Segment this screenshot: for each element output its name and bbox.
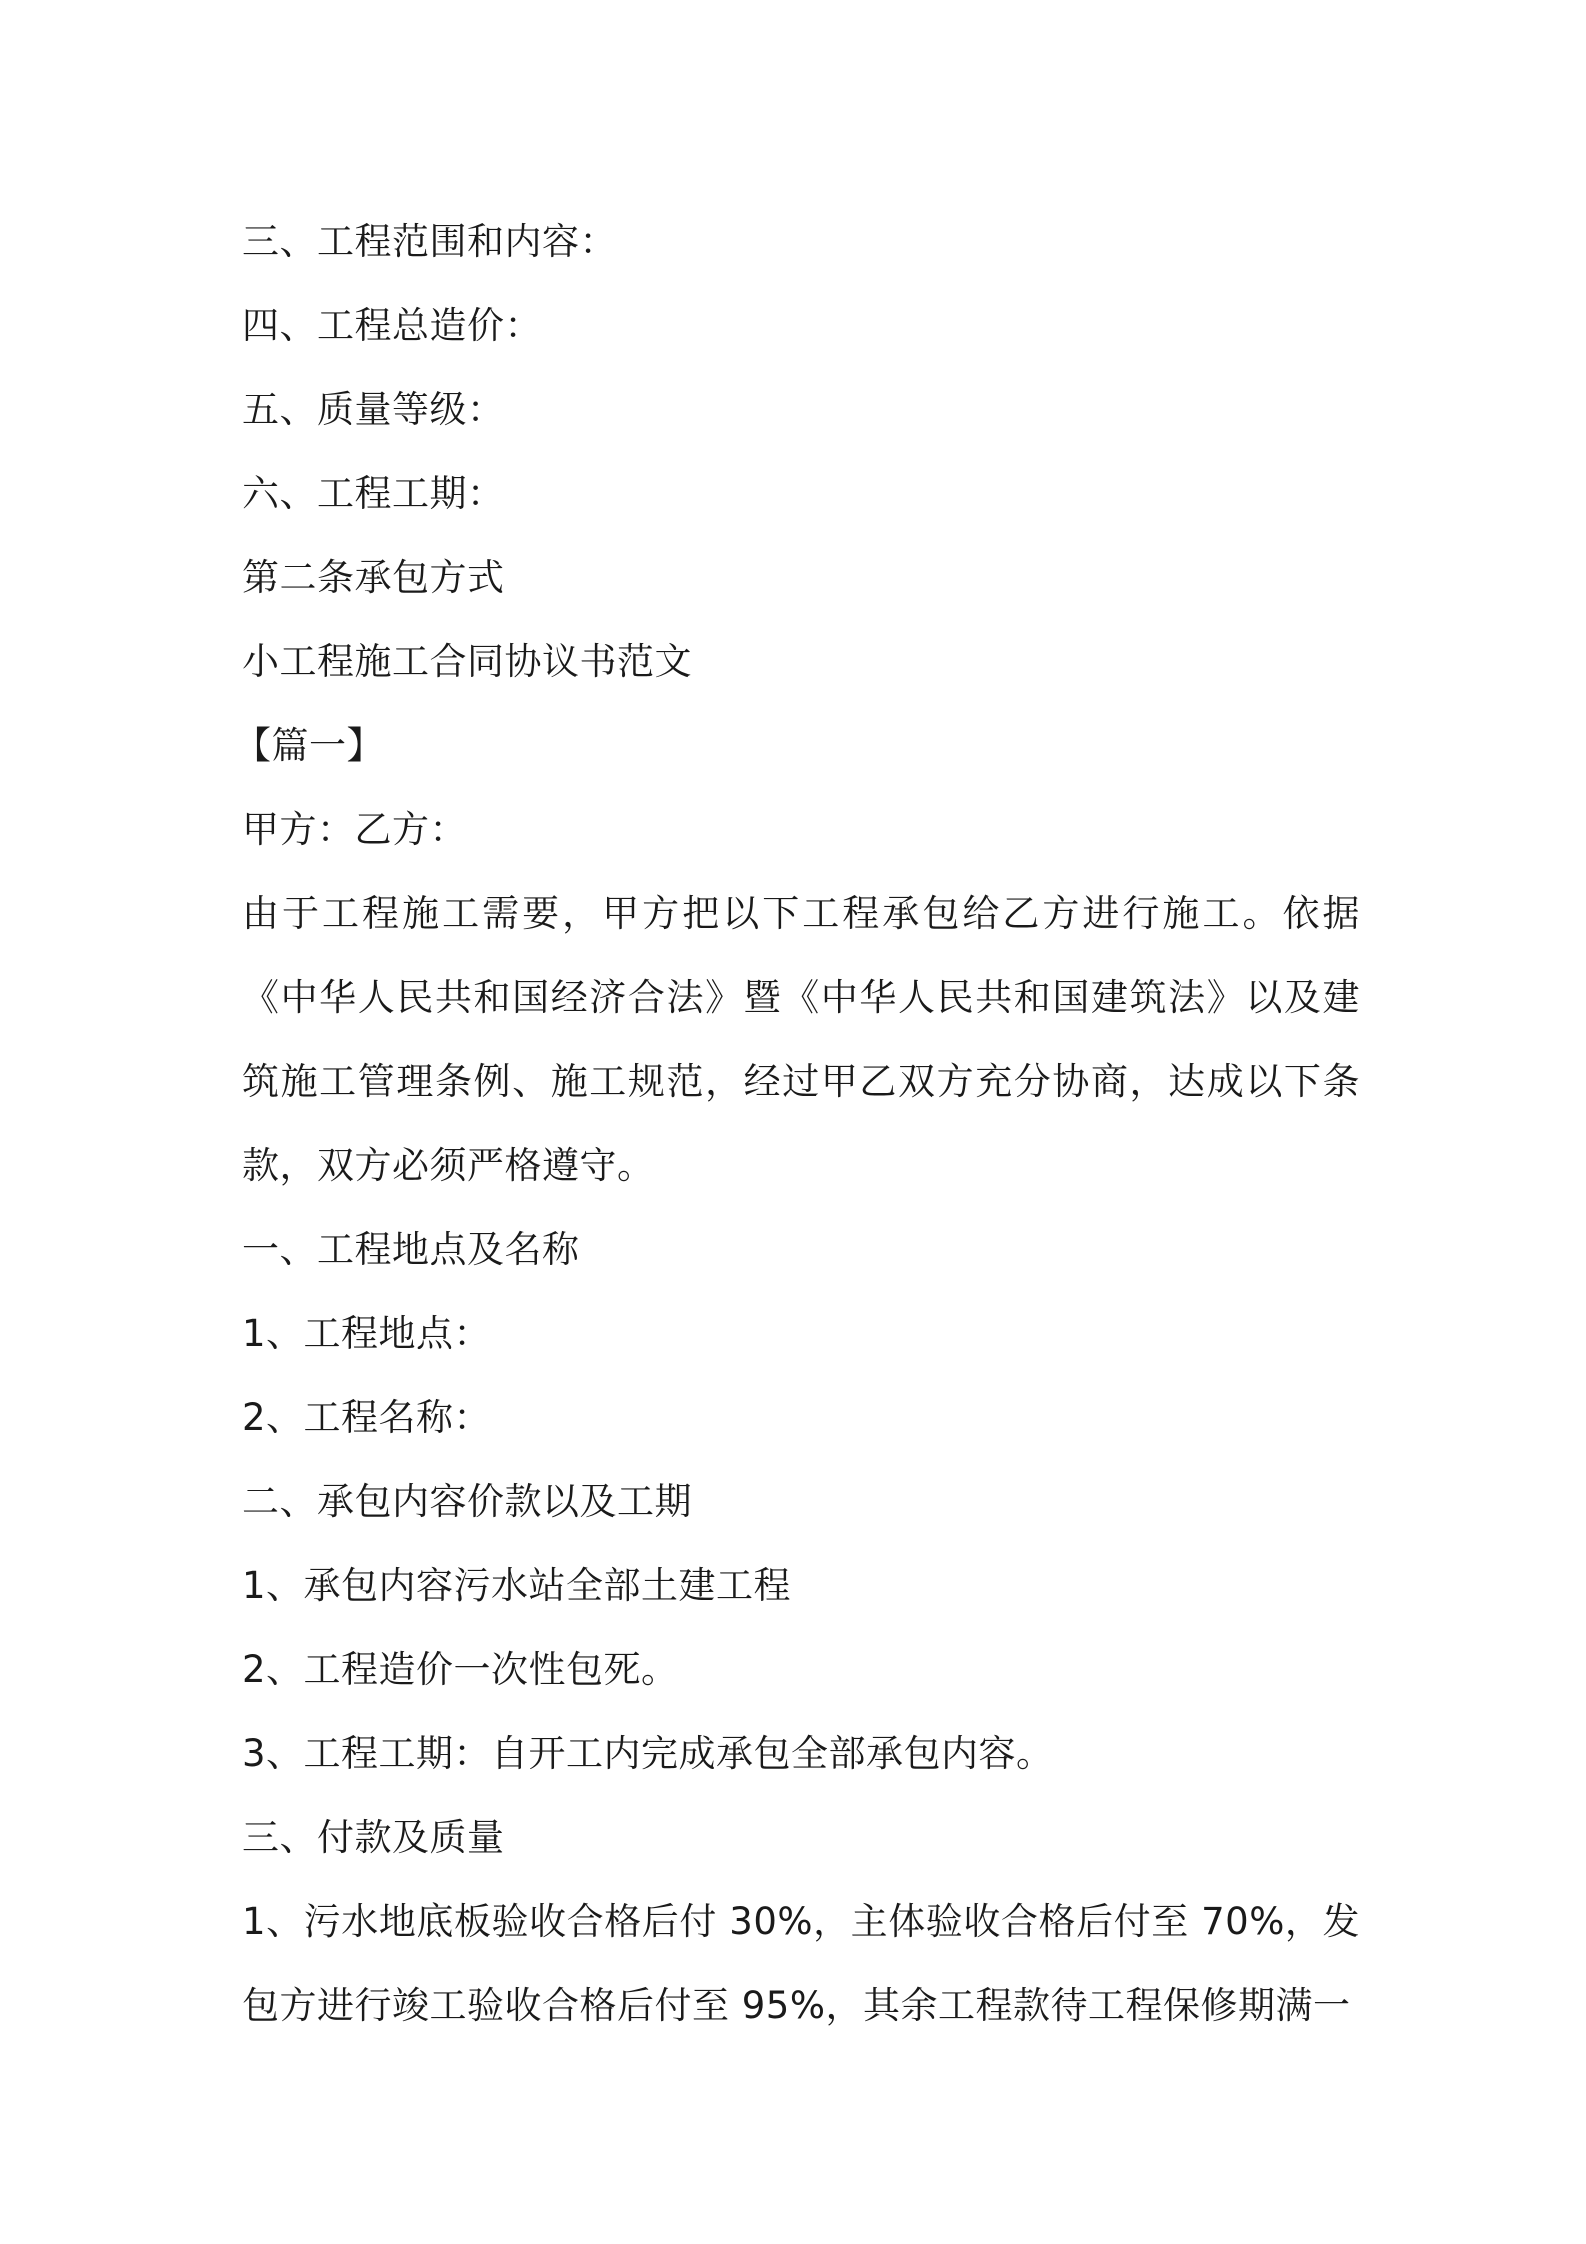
section-contract-content-heading: 二、承包内容价款以及工期 [242, 1480, 692, 1523]
item-contract-content: 1、承包内容污水站全部土建工程 [242, 1564, 792, 1607]
section-quality-grade-heading: 五、质量等级： [242, 388, 505, 431]
item-contract-price: 2、工程造价一次性包死。 [242, 1648, 679, 1691]
section-total-cost-heading: 四、工程总造价： [242, 304, 542, 347]
parties-line: 甲方：乙方： [242, 808, 467, 851]
article-two-heading: 第二条承包方式 [242, 556, 505, 599]
item-project-location: 1、工程地点： [242, 1312, 492, 1355]
section-scope-heading: 三、工程范围和内容： [242, 220, 617, 263]
document-body [234, 200, 1360, 2048]
intro-paragraph: 由于工程施工需要，甲方把以下工程承包给乙方进行施工。依据《中华人民共和国经济合法》暨《中华人民共和国建筑法》以及建筑施工管理条例、施工规范，经过甲乙双方充分协商，达成以下条款，双方必须严格遵守。 [242, 892, 1360, 1187]
item-project-name: 2、工程名称： [242, 1396, 492, 1439]
payment-paragraph: 1、污水地底板验收合格后付 30%，主体验收合格后付至 70%，发包方进行竣工验收合格后付至 95%，其余工程款待工程保修期满一 [242, 1900, 1360, 2027]
chapter-label: 【篇一】 [234, 724, 384, 767]
section-duration-heading: 六、工程工期： [242, 472, 505, 515]
document-title: 小工程施工合同协议书范文 [242, 640, 692, 683]
item-contract-duration: 3、工程工期：自开工内完成承包全部承包内容。 [242, 1732, 1054, 1775]
section-payment-heading: 三、付款及质量 [242, 1816, 505, 1859]
section-location-heading: 一、工程地点及名称 [242, 1228, 580, 1271]
